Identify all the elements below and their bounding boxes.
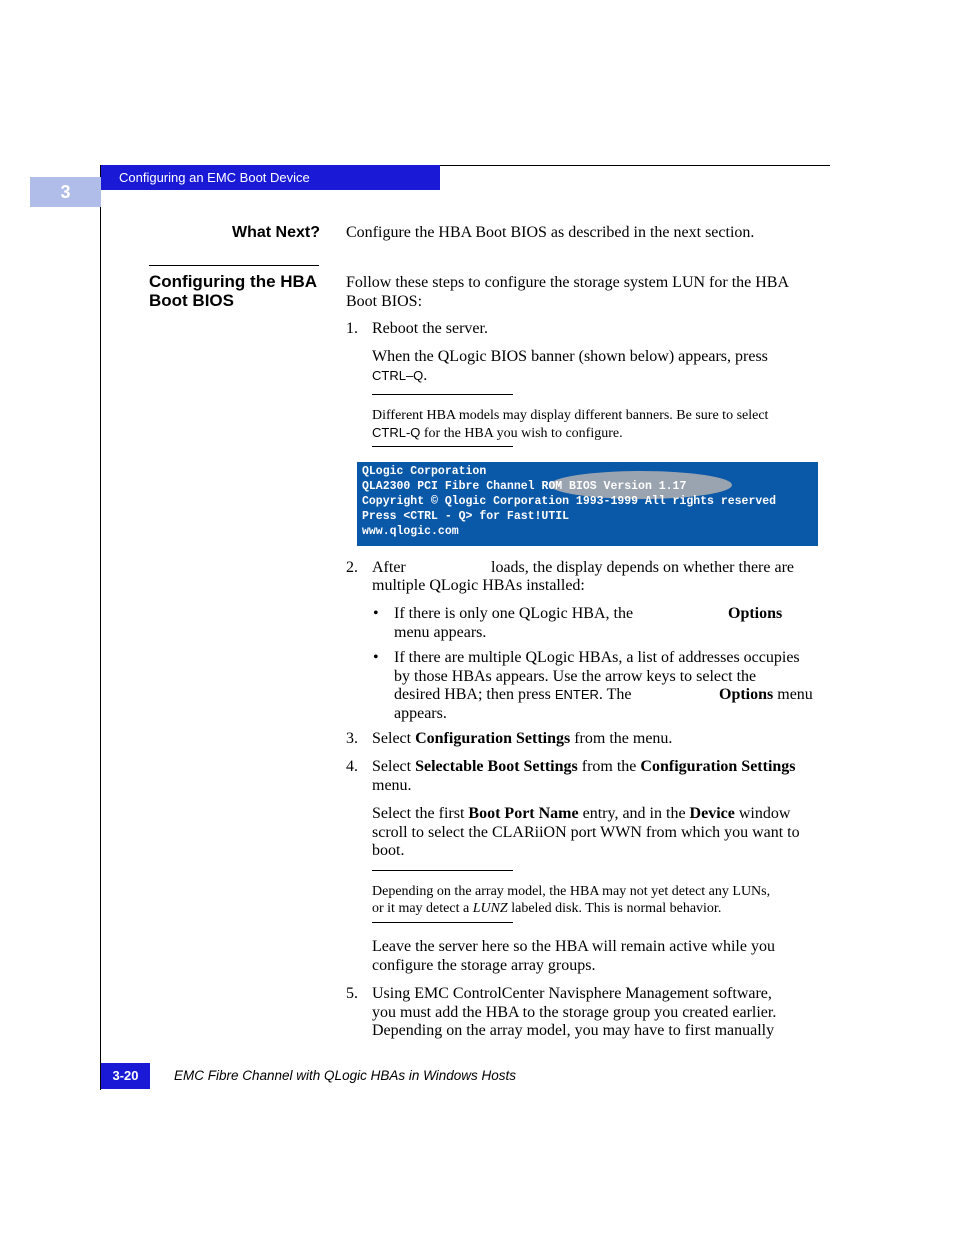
step-3-a: Select [372, 730, 416, 747]
step-4-sub-line1 [372, 805, 800, 824]
step-4-bold2: Configuration Settings [640, 758, 796, 775]
bullet-2-line1: If there are multiple QLogic HBAs, a list of addresses occupies [394, 649, 800, 666]
banner-line-4: Press <CTRL - Q> for Fast!UTIL [362, 510, 570, 523]
banner-bios-version: ROM BIOS Version 1.17 [541, 480, 687, 493]
note-2-line2 [372, 900, 770, 917]
bullet-1-line2: menu appears. [394, 624, 487, 641]
bullet-1-bold [728, 605, 782, 624]
step-1-period: . [423, 366, 428, 384]
step-3-text [372, 730, 672, 749]
bullet-2-line3-a: desired HBA; then press [394, 686, 551, 703]
step-4-sub-bold1: Boot Port Name [468, 805, 579, 822]
bullet-2-line3-b: . The [598, 686, 632, 703]
note-2 [372, 883, 770, 917]
section-header-bar: Configuring an EMC Boot Device [101, 165, 440, 190]
step-5-number: 5. [346, 985, 358, 1002]
section-heading-line2: Boot BIOS [149, 290, 234, 310]
section-heading-rule [149, 265, 319, 266]
step-5-line3: Depending on the array model, you may have to first manually [372, 1022, 775, 1039]
options-bold-2: Options [719, 686, 774, 703]
step-2-number: 2. [346, 559, 358, 576]
bullet-1-dot: • [373, 605, 379, 622]
step-1-text: Reboot the server. [372, 320, 488, 337]
what-next-heading: What Next? [232, 224, 320, 241]
step-4-number: 4. [346, 758, 358, 775]
step-4-sub [372, 805, 800, 861]
step-4-after [372, 938, 775, 975]
step-4-sub-line2: scroll to select the CLARiiON port WWN from which you want to [372, 823, 800, 841]
bios-banner-text [362, 464, 776, 539]
banner-line-2 [362, 479, 776, 494]
step-4-after-line2: configure the storage array groups. [372, 956, 596, 974]
page-number: 3-20 [101, 1063, 150, 1089]
banner-line-1: QLogic Corporation [362, 465, 487, 478]
step-5-line1: Using EMC ControlCenter Navisphere Management software, [372, 985, 772, 1002]
banner-line-2-a: QLA2300 PCI Fibre Channel [362, 480, 542, 493]
step-4-line2: menu. [372, 777, 412, 794]
note-1-line1: Different HBA models may display different banners. Be sure to select [372, 408, 769, 423]
section-intro-line1: Follow these steps to configure the storage system LUN for the HBA [346, 274, 790, 291]
note-1 [372, 407, 768, 442]
step-4-text [372, 758, 796, 777]
ctrl-q-key: CTRL–Q [372, 367, 424, 383]
step-4-after-line1: Leave the server here so the HBA will remain active while you [372, 938, 775, 955]
step-1-number: 1. [346, 320, 358, 337]
step-5-text [372, 985, 776, 1041]
note-1-line2-rest: for the HBA you wish to configure. [420, 426, 623, 441]
step-2-b: loads, the display depends on whether there are [491, 559, 795, 576]
options-bold-1: Options [728, 605, 783, 622]
step-4-a: Select [372, 758, 416, 775]
note-2-line1: Depending on the array model, the HBA may not yet detect any LUNs, [372, 884, 771, 899]
step-4-bold1: Selectable Boot Settings [415, 758, 578, 775]
note-2-b: labeled disk. This is normal behavior. [507, 901, 722, 916]
step-5-line2: you must add the HBA to the storage group you created earlier. [372, 1003, 777, 1021]
step-3-bold: Configuration Settings [415, 730, 571, 747]
step-4-sub-b: entry, and in the [578, 805, 690, 822]
step-1-subtext [372, 348, 768, 385]
bullet-2-options [719, 686, 813, 705]
banner-line-3: Copyright © Qlogic Corporation 1993-1999 All rights reserved [362, 495, 777, 508]
step-3-number: 3. [346, 730, 358, 747]
bullet-2-line3 [394, 686, 632, 705]
enter-key: ENTER [554, 687, 599, 702]
step-3-b: from the menu. [570, 730, 673, 747]
bullet-2-line4: appears. [394, 705, 447, 722]
step-1-subtext-line2 [372, 367, 768, 386]
note-1-bottom-rule [372, 446, 513, 447]
bullet-2-menu: menu [773, 686, 813, 703]
step-4-sub-bold2: Device [689, 805, 735, 822]
section-intro-line2: Boot BIOS: [346, 292, 423, 310]
note-2-lunz: LUNZ [472, 901, 508, 916]
bullet-1-a: If there is only one QLogic HBA, the [394, 605, 634, 622]
note-1-top-rule [372, 394, 513, 395]
note-2-bottom-rule [372, 922, 513, 923]
section-heading-line1: Configuring the HBA [149, 272, 318, 291]
step-4-sub-c: window [734, 805, 791, 822]
bullet-2-line2: by those HBAs appears. Use the arrow keys to select the [394, 668, 757, 685]
step-2-line2: multiple QLogic HBAs installed: [372, 577, 585, 594]
step-4-b: from the [577, 758, 641, 775]
step-1-subtext-line1: When the QLogic BIOS banner (shown below) appears, press [372, 348, 768, 365]
step-4-sub-line3: boot. [372, 842, 405, 859]
step-4-sub-a: Select the first [372, 805, 469, 822]
what-next-text: Configure the HBA Boot BIOS as described in the next section. [346, 224, 755, 241]
note-1-line2 [372, 424, 768, 442]
left-margin-rule [100, 165, 101, 1090]
note-2-a: or it may detect a [372, 901, 473, 916]
bullet-2-dot: • [373, 649, 379, 666]
footer-title: EMC Fibre Channel with QLogic HBAs in Windows Hosts [174, 1068, 517, 1083]
note-2-top-rule [372, 870, 513, 871]
section-heading [149, 273, 317, 310]
section-intro [346, 274, 789, 311]
step-2-a: After [372, 559, 406, 576]
ctrl-q-note-key: CTRL-Q [372, 425, 421, 440]
banner-line-5: www.qlogic.com [362, 525, 459, 538]
chapter-tab: 3 [30, 177, 101, 207]
